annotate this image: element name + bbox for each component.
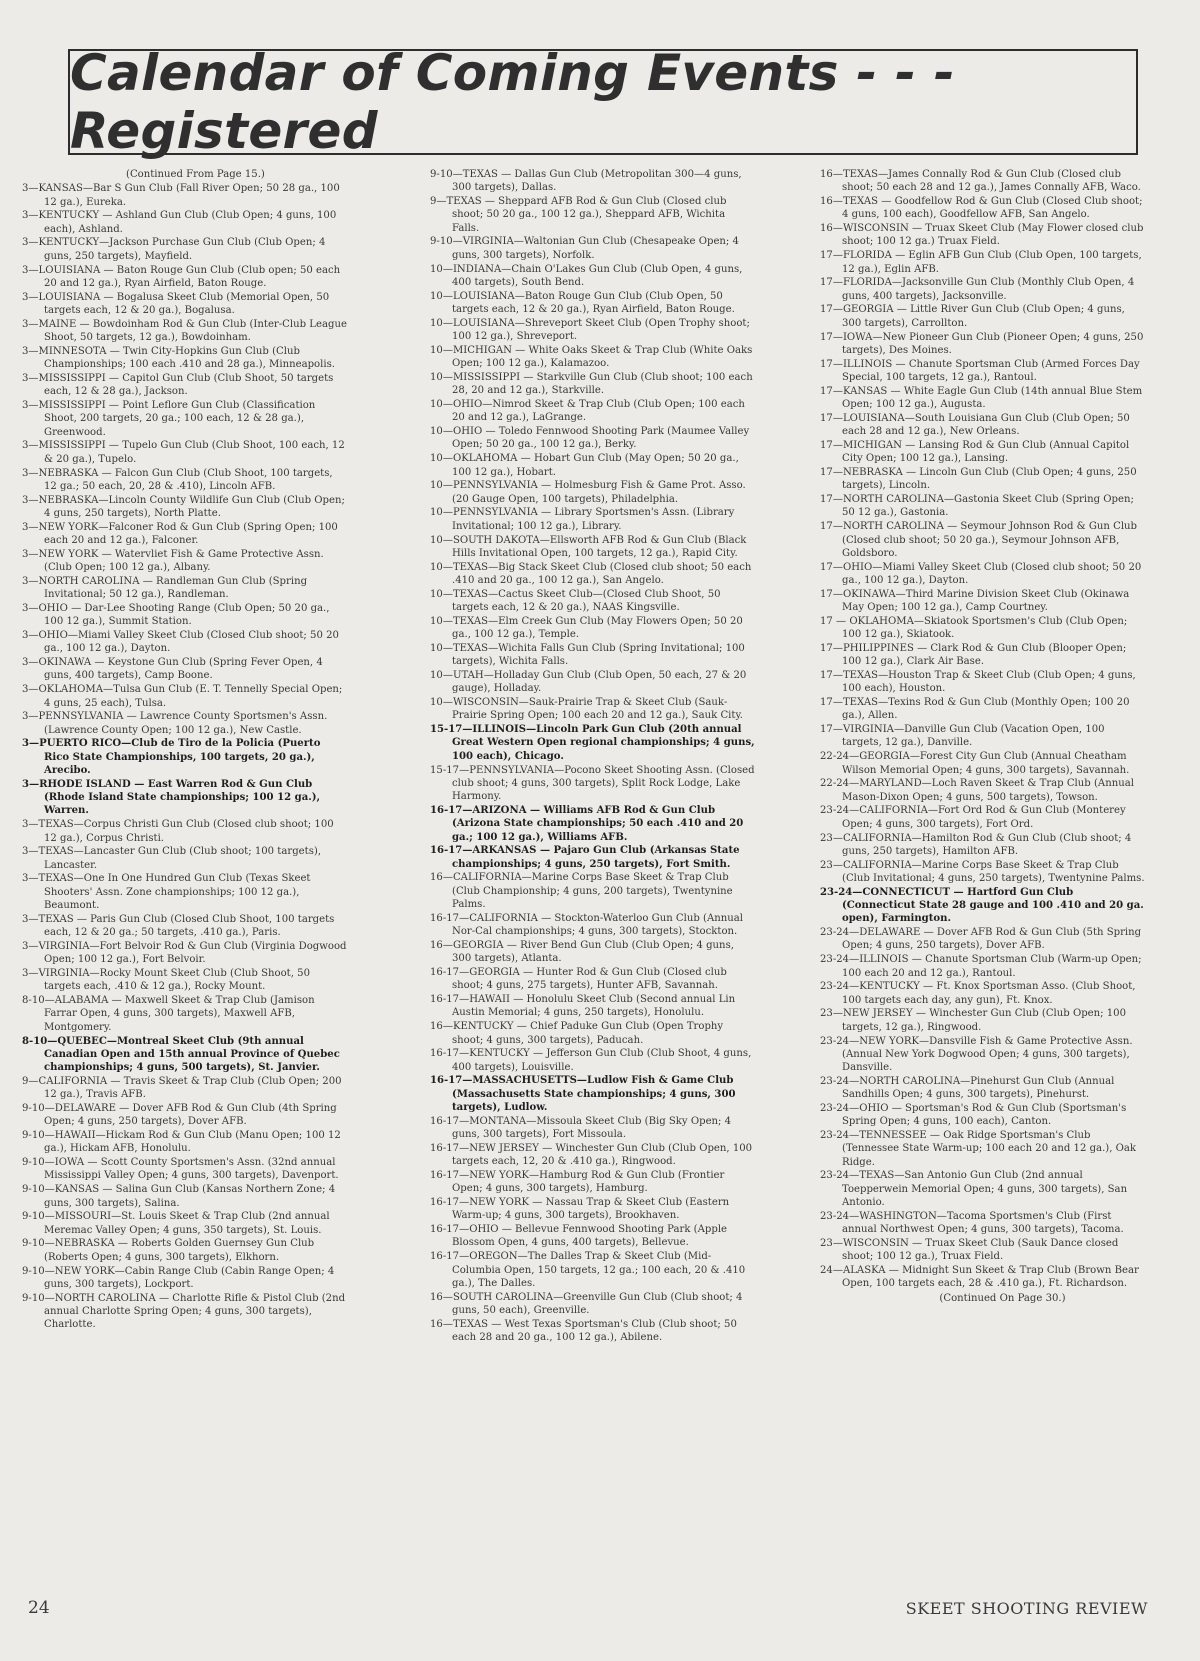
event-entry: 10—TEXAS—Cactus Skeet Club—(Closed Club Shoot, 50 targets each, 12 & 20 ga.), NAAS Kingsville.	[430, 588, 721, 613]
event-entry: 10—MISSISSIPPI — Starkville Gun Club (Club shoot; 100 each 28, 20 and 12 ga.), Starkville.	[430, 371, 753, 397]
event-entry: 17—VIRGINIA—Danville Gun Club (Vacation Open, 100 targets, 12 ga.), Danville.	[820, 724, 1105, 749]
event-entry: 23-24—NORTH CAROLINA—Pinehurst Gun Club (Annual Sandhills Open; 4 guns, 300 targets), Pinehurst.	[820, 1075, 1115, 1101]
event-entry: 10—UTAH—Holladay Gun Club (Club Open, 50 each, 27 & 20 gauge), Holladay.	[430, 669, 747, 695]
event-entry: 16-17—NEW YORK — Nassau Trap & Skeet Club (Eastern Warm-up; 4 guns, 300 targets), Brookhaven.	[430, 1197, 730, 1222]
event-entry: 16-17—NEW YORK—Hamburg Rod & Gun Club (Frontier Open; 4 guns, 300 targets), Hamburg.	[430, 1169, 725, 1195]
event-list-2	[430, 168, 755, 1344]
event-entry: 16—TEXAS — Goodfellow Rod & Gun Club (Closed Club shoot; 4 guns, 100 each), Goodfellow AFB, San Angelo.	[820, 196, 1143, 221]
event-entry: 3—MAINE — Bowdoinham Rod & Gun Club (Inter-Club League Shoot, 50 targets, 12 ga.), Bowdoinham.	[22, 318, 347, 344]
event-entry: 9-10—DELAWARE — Dover AFB Rod & Gun Club (4th Spring Open; 4 guns, 250 targets), Dover AFB.	[22, 1102, 337, 1128]
event-entry: 16-17—HAWAII — Honolulu Skeet Club (Second annual Lin Austin Memorial; 4 guns, 250 targets), Honolulu.	[430, 994, 736, 1019]
event-entry: 9-10—MISSOURI—St. Louis Skeet & Trap Club (2nd annual Meremac Valley Open; 4 guns, 350 targets), St. Louis.	[22, 1211, 330, 1236]
event-entry: 3—NEW YORK — Watervliet Fish & Game Protective Assn. (Club Open; 100 12 ga.), Albany.	[22, 548, 324, 574]
event-entry: 3—MISSISSIPPI — Capitol Gun Club (Club Shoot, 50 targets each, 12 & 28 ga.), Jackson.	[22, 372, 334, 398]
event-entry: 9-10—NEW YORK—Cabin Range Club (Cabin Range Open; 4 guns, 300 targets), Lockport.	[22, 1265, 335, 1290]
event-entry: 23—CALIFORNIA—Hamilton Rod & Gun Club (Club shoot; 4 guns, 250 targets), Hamilton AFB.	[820, 832, 1132, 857]
event-entry: 23-24—KENTUCKY — Ft. Knox Sportsman Asso. (Club Shoot, 100 targets each day, any gun), Ft. Knox.	[820, 981, 1136, 1006]
event-entry: 23-24—NEW YORK—Dansville Fish & Game Protective Assn. (Annual New York Dogwood Open; 4 guns, 300 targets), Dansville.	[820, 1035, 1133, 1074]
event-entry: 3—MISSISSIPPI — Point Leflore Gun Club (Classification Shoot, 200 targets, 20 ga.; 100 each, 12 & 28 ga.), Greenwood.	[22, 400, 316, 438]
event-entry: 3—PENNSYLVANIA — Lawrence County Sportsmen's Assn. (Lawrence County Open; 100 12 ga.), New Castle.	[22, 711, 328, 736]
continued-on-note: (Continued On Page 30.)	[939, 1292, 1066, 1304]
page-number: 24	[28, 1598, 50, 1618]
event-entry: 10—TEXAS—Wichita Falls Gun Club (Spring Invitational; 100 targets), Wichita Falls.	[430, 642, 745, 668]
continued-note: (Continued From Page 15.)	[126, 169, 265, 180]
event-entry: 15-17—PENNSYLVANIA—Pocono Skeet Shooting Assn. (Closed club shoot; 4 guns, 300 targets), Split Rock Lodge, Lake Harmony.	[430, 764, 755, 803]
event-entry: 10—LOUISIANA—Shreveport Skeet Club (Open Trophy shoot; 100 12 ga.), Shreveport.	[430, 317, 750, 343]
event-entry: 23-24—ILLINOIS — Chanute Sportsman Club (Warm-up Open; 100 each 20 and 12 ga.), Rantoul.	[820, 954, 1142, 979]
event-entry: 3—VIRGINIA—Rocky Mount Skeet Club (Club Shoot, 50 targets each, .410 & 12 ga.), Rocky Mount.	[22, 968, 310, 993]
event-entry: 17—ILLINOIS — Chanute Sportsman Club (Armed Forces Day Special, 100 targets, 12 ga.), Rantoul.	[820, 358, 1140, 383]
event-entry: 17—MICHIGAN — Lansing Rod & Gun Club (Annual Capitol City Open; 100 12 ga.), Lansing.	[820, 439, 1130, 465]
event-entry: 23-24—CALIFORNIA—Fort Ord Rod & Gun Club (Monterey Open; 4 guns, 300 targets), Fort Ord.	[820, 805, 1126, 830]
event-entry: 10—PENNSYLVANIA — Library Sportsmen's Assn. (Library Invitational; 100 12 ga.), Library.	[430, 507, 735, 532]
event-entry: 10—LOUISIANA—Baton Rouge Gun Club (Club Open, 50 targets each, 12 & 20 ga.), Ryan Airfield, Baton Rouge.	[430, 290, 735, 315]
event-entry: 16-17—ARIZONA — Williams AFB Rod & Gun Club (Arizona State championships; 50 each .410 and 20 ga.; 100 12 ga.), Williams AFB.	[430, 804, 744, 843]
event-entry: 3—VIRGINIA—Fort Belvoir Rod & Gun Club (Virginia Dogwood Open; 100 12 ga.), Fort Belvoir.	[22, 940, 347, 966]
event-entry: 3—NEBRASKA — Falcon Gun Club (Club Shoot, 100 targets, 12 ga.; 50 each, 20, 28 & .410), Lincoln AFB.	[22, 467, 333, 492]
event-entry: 3—OKINAWA — Keystone Gun Club (Spring Fever Open, 4 guns, 400 targets), Camp Boone.	[22, 657, 323, 682]
event-entry: 23-24—TENNESSEE — Oak Ridge Sportsman's Club (Tennessee State Warm-up; 100 each 20 and 12 ga.), Oak Ridge.	[820, 1130, 1137, 1168]
event-entry: 10—WISCONSIN—Sauk-Prairie Trap & Skeet Club (Sauk-Prairie Spring Open; 100 each 20 and 12 ga.), Sauk City.	[430, 697, 744, 722]
event-entry: 16—KENTUCKY — Chief Paduke Gun Club (Open Trophy shoot; 4 guns, 300 targets), Paducah.	[430, 1021, 724, 1046]
event-entry: 23-24—OHIO — Sportsman's Rod & Gun Club (Sportsman's Spring Open; 4 guns, 100 each), Canton.	[820, 1102, 1127, 1128]
event-list-3	[820, 168, 1145, 1291]
event-entry: 3—TEXAS — Paris Gun Club (Closed Club Shoot, 100 targets each, 12 & 20 ga.; 50 targets, .410 ga.), Paris.	[22, 913, 335, 939]
event-entry: 16—WISCONSIN — Truax Skeet Club (May Flower closed club shoot; 100 12 ga.) Truax Field.	[820, 223, 1144, 248]
event-entry: 17—OHIO—Miami Valley Skeet Club (Closed club shoot; 50 20 ga., 100 12 ga.), Dayton.	[820, 561, 1142, 586]
event-entry: 23-24—DELAWARE — Dover AFB Rod & Gun Club (5th Spring Open; 4 guns, 250 targets), Dover AFB.	[820, 927, 1142, 952]
event-entry: 23-24—CONNECTICUT — Hartford Gun Club (Connecticut State 28 gauge and 100 .410 and 20 ga. open), Farmington.	[820, 886, 1144, 925]
event-entry: 9—TEXAS — Sheppard AFB Rod & Gun Club (Closed club shoot; 50 20 ga., 100 12 ga.), Sheppard AFB, Wichita Falls.	[430, 196, 727, 234]
event-entry: 9-10—NEBRASKA — Roberts Golden Guernsey Gun Club (Roberts Open; 4 guns, 300 targets), Elkhorn.	[22, 1238, 315, 1263]
event-entry: 17—KANSAS — White Eagle Gun Club (14th annual Blue Stem Open; 100 12 ga.), Augusta.	[820, 385, 1143, 411]
event-entry: 16-17—MASSACHUSETTS—Ludlow Fish & Game Club (Massachusetts State championships; 4 guns, 300 targets), Ludlow.	[430, 1075, 736, 1113]
event-entry: 23-24—WASHINGTON—Tacoma Sportsmen's Club (First annual Northwest Open; 4 guns, 300 targets), Tacoma.	[820, 1210, 1124, 1236]
page-title: Calendar of Coming Events - - - Registered	[70, 44, 955, 160]
event-entry: 3—PUERTO RICO—Club de Tiro de la Policia (Puerto Rico State Championships, 100 targets, 20 ga.), Arecibo.	[22, 738, 321, 777]
event-entry: 3—TEXAS—Lancaster Gun Club (Club shoot; 100 targets), Lancaster.	[22, 846, 322, 871]
event-entry: 3—TEXAS—One In One Hundred Gun Club (Texas Skeet Shooters' Assn. Zone championships; 100 12 ga.), Beaumont.	[22, 873, 311, 912]
event-entry: 17—PHILIPPINES — Clark Rod & Gun Club (Blooper Open; 100 12 ga.), Clark Air Base.	[820, 642, 1127, 668]
event-entry: 3—KANSAS—Bar S Gun Club (Fall River Open; 50 28 ga., 100 12 ga.), Eureka.	[22, 183, 340, 208]
event-entry: 9-10—KANSAS — Salina Gun Club (Kansas Northern Zone; 4 guns, 300 targets), Salina.	[22, 1184, 336, 1209]
event-entry: 3—KENTUCKY—Jackson Purchase Gun Club (Club Open; 4 guns, 250 targets), Mayfield.	[22, 237, 326, 262]
event-entry: 3—NEW YORK—Falconer Rod & Gun Club (Spring Open; 100 each 20 and 12 ga.), Falconer.	[22, 521, 338, 547]
event-entry: 16—SOUTH CAROLINA—Greenville Gun Club (Club shoot; 4 guns, 50 each), Greenville.	[430, 1291, 743, 1316]
event-entry: 17—NEBRASKA — Lincoln Gun Club (Club Open; 4 guns, 250 targets), Lincoln.	[820, 467, 1137, 492]
event-entry: 16-17—OREGON—The Dalles Trap & Skeet Club (Mid-Columbia Open, 150 targets, 12 ga.; 100 each, 20 & .410 ga.), The Dalles.	[430, 1251, 746, 1289]
event-entry: 16-17—CALIFORNIA — Stockton-Waterloo Gun Club (Annual Nor-Cal championships; 4 guns, 300 targets), Stockton.	[430, 912, 744, 938]
event-entry: 16—CALIFORNIA—Marine Corps Base Skeet & Trap Club (Club Championship; 4 guns, 200 targets), Twentynine Palms.	[430, 872, 733, 911]
event-entry: 3—OHIO — Dar-Lee Shooting Range (Club Open; 50 20 ga., 100 12 ga.), Summit Station.	[22, 603, 330, 628]
event-entry: 9-10—TEXAS — Dallas Gun Club (Metropolitan 300—4 guns, 300 targets), Dallas.	[430, 169, 742, 194]
column-2	[430, 168, 755, 1588]
event-entry: 9-10—VIRGINIA—Waltonian Gun Club (Chesapeake Open; 4 guns, 300 targets), Norfolk.	[430, 236, 739, 261]
event-list-1	[22, 182, 347, 1331]
event-entry: 22-24—GEORGIA—Forest City Gun Club (Annual Cheatham Wilson Memorial Open; 4 guns, 300 targets), Savannah.	[820, 751, 1130, 776]
column-3	[820, 168, 1145, 1588]
event-entry: 3—LOUISIANA — Baton Rouge Gun Club (Club open; 50 each 20 and 12 ga.), Ryan Airfield, Baton Rouge.	[22, 264, 341, 289]
event-entry: 3—MISSISSIPPI — Tupelo Gun Club (Club Shoot, 100 each, 12 & 20 ga.), Tupelo.	[22, 440, 345, 465]
event-entry: 9—CALIFORNIA — Travis Skeet & Trap Club (Club Open; 200 12 ga.), Travis AFB.	[22, 1075, 342, 1101]
event-entry: 8-10—QUEBEC—Montreal Skeet Club (9th annual Canadian Open and 15th annual Province of Quebec championships; 4 guns, 500 targets), St. Janvier.	[22, 1035, 340, 1074]
event-entry: 17—TEXAS—Houston Trap & Skeet Club (Club Open; 4 guns, 100 each), Houston.	[820, 669, 1136, 695]
event-entry: 3—NEBRASKA—Lincoln County Wildlife Gun Club (Club Open; 4 guns, 250 targets), North Platte.	[22, 494, 345, 519]
event-entry: 16—TEXAS — West Texas Sportsman's Club (Club shoot; 50 each 28 and 20 ga., 100 12 ga.), Abilene.	[430, 1318, 737, 1344]
event-entry: 17—NORTH CAROLINA—Gastonia Skeet Club (Spring Open; 50 12 ga.), Gastonia.	[820, 494, 1134, 519]
event-entry: 3—NORTH CAROLINA — Randleman Gun Club (Spring Invitational; 50 12 ga.), Randleman.	[22, 575, 308, 601]
event-entry: 10—TEXAS—Big Stack Skeet Club (Closed club shoot; 50 each .410 and 20 ga., 100 12 ga.), San Angelo.	[430, 561, 752, 586]
event-entry: 10—OKLAHOMA — Hobart Gun Club (May Open; 50 20 ga., 100 12 ga.), Hobart.	[430, 453, 739, 478]
event-entry: 17—OKINAWA—Third Marine Division Skeet Club (Okinawa May Open; 100 12 ga.), Camp Courtney.	[820, 588, 1130, 613]
event-entry: 3—RHODE ISLAND — East Warren Rod & Gun Club (Rhode Island State championships; 100 12 ga.), Warren.	[22, 778, 321, 817]
event-entry: 23—CALIFORNIA—Marine Corps Base Skeet & Trap Club (Club Invitational; 4 guns, 250 targets), Twentynine Palms.	[820, 859, 1145, 884]
event-entry: 16-17—MONTANA—Missoula Skeet Club (Big Sky Open; 4 guns, 300 targets), Fort Missoula.	[430, 1115, 732, 1141]
event-entry: 17—NORTH CAROLINA — Seymour Johnson Rod & Gun Club (Closed club shoot; 50 20 ga.), Seymour Johnson AFB, Goldsboro.	[820, 521, 1138, 559]
event-entry: 10—INDIANA—Chain O'Lakes Gun Club (Club Open, 4 guns, 400 targets), South Bend.	[430, 263, 743, 288]
event-entry: 3—OKLAHOMA—Tulsa Gun Club (E. T. Tennelly Special Open; 4 guns, 25 each), Tulsa.	[22, 684, 343, 709]
event-entry: 3—KENTUCKY — Ashland Gun Club (Club Open; 4 guns, 100 each), Ashland.	[22, 210, 337, 235]
event-entry: 9-10—HAWAII—Hickam Rod & Gun Club (Manu Open; 100 12 ga.), Hickam AFB, Honolulu.	[22, 1130, 341, 1155]
column-1	[22, 168, 347, 1588]
event-entry: 3—TEXAS—Corpus Christi Gun Club (Closed club shoot; 100 12 ga.), Corpus Christi.	[22, 819, 334, 844]
event-entry: 23—WISCONSIN — Truax Skeet Club (Sauk Dance closed shoot; 100 12 ga.), Truax Field.	[820, 1237, 1119, 1263]
event-entry: 3—MINNESOTA — Twin City-Hopkins Gun Club (Club Championships; 100 each .410 and 28 ga.), Minneapolis.	[22, 345, 335, 371]
event-entry: 16-17—ARKANSAS — Pajaro Gun Club (Arkansas State championships; 4 guns, 250 targets), Fort Smith.	[430, 845, 740, 870]
event-entry: 17 — OKLAHOMA—Skiatook Sportsmen's Club (Club Open; 100 12 ga.), Skiatook.	[820, 615, 1128, 641]
event-entry: 9-10—NORTH CAROLINA — Charlotte Rifle & Pistol Club (2nd annual Charlotte Spring Open; 4 guns, 300 targets), Charlotte.	[22, 1292, 346, 1331]
event-entry: 17—FLORIDA—Jacksonville Gun Club (Monthly Club Open, 4 guns, 400 targets), Jacksonville.	[820, 277, 1135, 302]
event-entry: 10—OHIO—Nimrod Skeet & Trap Club (Club Open; 100 each 20 and 12 ga.), LaGrange.	[430, 399, 745, 424]
magazine-name: SKEET SHOOTING REVIEW	[905, 1599, 1148, 1618]
event-entry: 10—OHIO — Toledo Fennwood Shooting Park (Maumee Valley Open; 50 20 ga., 100 12 ga.), Berky.	[430, 426, 750, 451]
title-box	[68, 44, 1138, 160]
event-entry: 23—NEW JERSEY — Winchester Gun Club (Club Open; 100 targets, 12 ga.), Ringwood.	[820, 1008, 1127, 1033]
event-entry: 3—LOUISIANA — Bogalusa Skeet Club (Memorial Open, 50 targets each, 12 & 20 ga.), Bogalusa.	[22, 291, 330, 316]
event-entry: 9-10—IOWA — Scott County Sportsmen's Assn. (32nd annual Mississippi Valley Open; 4 guns, 300 targets), Davenport.	[22, 1157, 339, 1182]
event-entry: 17—LOUISIANA—South Louisiana Gun Club (Club Open; 50 each 28 and 12 ga.), New Orleans.	[820, 412, 1130, 438]
calendar-columns	[0, 168, 1200, 1588]
event-entry: 16-17—KENTUCKY — Jefferson Gun Club (Club Shoot, 4 guns, 400 targets), Louisville.	[430, 1048, 752, 1073]
event-entry: 17—GEORGIA — Little River Gun Club (Club Open; 4 guns, 300 targets), Carrollton.	[820, 304, 1125, 329]
event-entry: 22-24—MARYLAND—Loch Raven Skeet & Trap Club (Annual Mason-Dixon Open; 4 guns, 500 targets), Towson.	[820, 778, 1134, 803]
event-entry: 10—PENNSYLVANIA — Holmesburg Fish & Game Prot. Asso. (20 Gauge Open, 100 targets), Philadelphia.	[430, 480, 746, 505]
event-entry: 24—ALASKA — Midnight Sun Skeet & Trap Club (Brown Bear Open, 100 targets each, 28 & .410 ga.), Ft. Richardson.	[820, 1265, 1139, 1290]
event-entry: 16—GEORGIA — River Bend Gun Club (Club Open; 4 guns, 300 targets), Atlanta.	[430, 939, 734, 965]
event-entry: 8-10—ALABAMA — Maxwell Skeet & Trap Club (Jamison Farrar Open, 4 guns, 300 targets), Maxwell AFB, Montgomery.	[22, 995, 315, 1033]
event-entry: 10—SOUTH DAKOTA—Ellsworth AFB Rod & Gun Club (Black Hills Invitational Open, 100 targets, 12 ga.), Rapid City.	[430, 534, 747, 559]
event-entry: 17—IOWA—New Pioneer Gun Club (Pioneer Open; 4 guns, 250 targets), Des Moines.	[820, 331, 1144, 356]
event-entry: 16-17—OHIO — Bellevue Fennwood Shooting Park (Apple Blossom Open, 4 guns, 400 targets), Bellevue.	[430, 1224, 728, 1249]
event-entry: 10—MICHIGAN — White Oaks Skeet & Trap Club (White Oaks Open; 100 12 ga.), Kalamazoo.	[430, 344, 753, 370]
event-entry: 10—TEXAS—Elm Creek Gun Club (May Flowers Open; 50 20 ga., 100 12 ga.), Temple.	[430, 615, 743, 641]
event-entry: 16-17—NEW JERSEY — Winchester Gun Club (Club Open, 100 targets each, 12, 20 & .410 ga.), Ringwood.	[430, 1142, 753, 1168]
event-entry: 23-24—TEXAS—San Antonio Gun Club (2nd annual Toepperwein Memorial Open; 4 guns, 300 targets), San Antonio.	[820, 1170, 1128, 1209]
event-entry: 3—OHIO—Miami Valley Skeet Club (Closed Club shoot; 50 20 ga., 100 12 ga.), Dayton.	[22, 630, 339, 655]
event-entry: 17—FLORIDA — Eglin AFB Gun Club (Club Open, 100 targets, 12 ga.), Eglin AFB.	[820, 250, 1142, 275]
event-entry: 17—TEXAS—Texins Rod & Gun Club (Monthly Open; 100 20 ga.), Allen.	[820, 697, 1130, 722]
event-entry: 15-17—ILLINOIS—Lincoln Park Gun Club (20th annual Great Western Open regional championships; 4 guns, 100 each), Chicago.	[430, 724, 755, 762]
event-entry: 16-17—GEORGIA — Hunter Rod & Gun Club (Closed club shoot; 4 guns, 275 targets), Hunter AFB, Savannah.	[430, 967, 727, 992]
event-entry: 16—TEXAS—James Connally Rod & Gun Club (Closed club shoot; 50 each 28 and 12 ga.), James Connally AFB, Waco.	[820, 169, 1141, 194]
